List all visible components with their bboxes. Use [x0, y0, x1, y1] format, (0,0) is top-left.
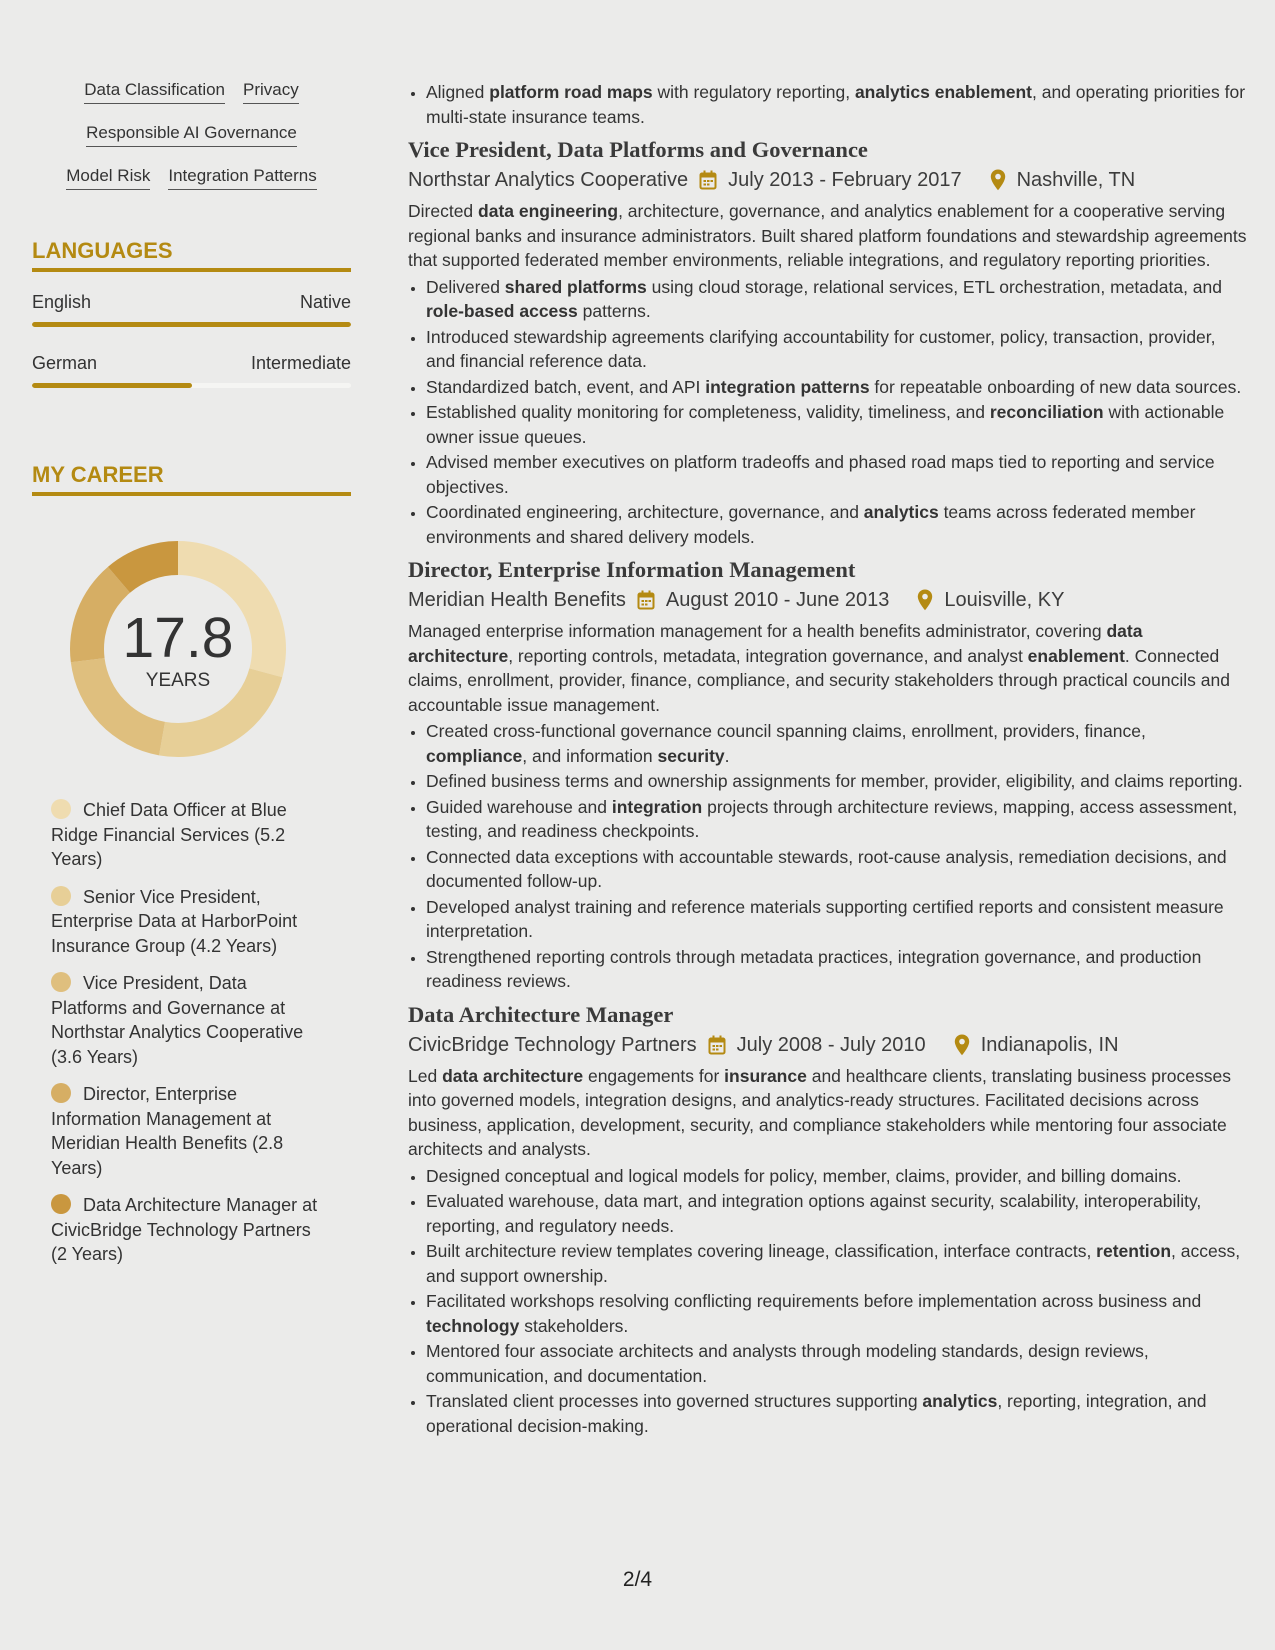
legend-item — [51, 1082, 326, 1180]
legend-dot — [51, 799, 71, 819]
map-pin-icon — [990, 169, 1006, 191]
bullet-item: • Defined business terms and ownership assignments for member, provider, eligibility, and claims reporting. — [426, 769, 1248, 794]
experience-section — [408, 80, 1248, 1439]
legend-dot — [51, 972, 71, 992]
company-name: Meridian Health Benefits — [408, 589, 626, 611]
skill-tag: Data Classification — [84, 80, 225, 104]
job-dates: July 2013 - February 2017 — [728, 169, 962, 191]
language-english — [32, 292, 351, 327]
legend-item — [51, 798, 326, 872]
bullet-item: • Delivered shared platforms using cloud storage, relational services, ETL orchestration, metadata, and role-based access patterns. — [426, 275, 1248, 324]
job-meta — [408, 585, 1248, 615]
bullet-item: • Created cross-functional governance council spanning claims, enrollment, providers, finance, compliance, and information security. — [426, 719, 1248, 768]
company-name: Northstar Analytics Cooperative — [408, 169, 689, 191]
career-legend — [51, 798, 326, 1267]
legend-label: Chief Data Officer at Blue Ridge Financial Services (5.2 Years) — [51, 800, 287, 869]
job-description: Managed enterprise information management for a health benefits administrator, covering data architecture, reporting controls, metadata, integration governance, and analyst enablement. Connected claims, enrollment, provider, finance, compliance, and security stakeholders through practical councils and accountable issue management. — [408, 621, 1230, 715]
bullet-item: • Coordinated engineering, architecture, governance, and analytics teams across federated member environments and shared delivery models. — [426, 500, 1248, 549]
job-location: Nashville, TN — [1016, 169, 1136, 191]
page-number: 2/4 — [622, 1568, 653, 1591]
map-pin-icon — [954, 1034, 970, 1056]
legend-item — [51, 1193, 326, 1267]
calendar-icon — [708, 1035, 726, 1055]
job-description: Led data architecture engagements for insurance and healthcare clients, translating business processes into governed models, integration designs, and analytics-ready structures. Facilitated decisions across business, application, development, security, and compliance stakeholders while mentoring four associate architects and analysts. — [408, 1065, 1231, 1159]
language-german — [32, 353, 351, 388]
skill-tag: Integration Patterns — [168, 166, 316, 190]
bullet-item: • Designed conceptual and logical models for policy, member, claims, provider, and billing domains. — [426, 1164, 1248, 1189]
job-meta — [408, 165, 1248, 195]
legend-label: Director, Enterprise Information Management at Meridian Health Benefits (2.8 Years) — [51, 1084, 284, 1178]
bullet-item: • Established quality monitoring for completeness, validity, timeliness, and reconciliation with actionable owner issue queues. — [426, 400, 1248, 449]
job-entry — [408, 1000, 1248, 1439]
job-meta — [408, 1030, 1248, 1060]
total-years-unit: YEARS — [145, 670, 211, 691]
bullet-item: • Facilitated workshops resolving conflicting requirements before implementation across business and technology stakeholders. — [426, 1289, 1248, 1338]
bullet-item: • Built architecture review templates covering lineage, classification, interface contracts, retention, access, and support ownership. — [426, 1239, 1248, 1288]
calendar-icon — [699, 170, 717, 190]
bullet-item: • Guided warehouse and integration projects through architecture reviews, mapping, access assessment, testing, and readiness checkpoints. — [426, 795, 1248, 844]
language-level-fill — [32, 322, 351, 327]
sidebar — [32, 80, 351, 1280]
donut-center — [63, 534, 293, 764]
bullet-item: • Mentored four associate architects and analysts through modeling standards, design reviews, communication, and documentation. — [426, 1339, 1248, 1388]
job-dates: August 2010 - June 2013 — [665, 589, 890, 611]
skill-tag: Responsible AI Governance — [86, 123, 297, 147]
tag-row — [32, 80, 351, 104]
tag-row — [32, 166, 351, 190]
legend-dot — [51, 886, 71, 906]
bullet-item: • Introduced stewardship agreements clarifying accountability for customer, policy, transaction, provider, and financial reference data. — [426, 325, 1248, 374]
language-name: German — [32, 353, 98, 373]
job-title: Data Architecture Manager — [408, 1001, 674, 1027]
company-name: CivicBridge Technology Partners — [408, 1033, 697, 1056]
legend-label: Senior Vice President, Enterprise Data at HarborPoint Insurance Group (4.2 Years) — [51, 886, 298, 956]
calendar-icon — [637, 590, 655, 610]
language-level-fill — [32, 383, 192, 388]
career-donut-chart — [63, 534, 293, 764]
bullet-item: • Connected data exceptions with accountable stewards, root-cause analysis, remediation decisions, and documented follow-up. — [426, 845, 1248, 894]
career-heading: MY CAREER — [32, 462, 351, 496]
bullet-item: • Evaluated warehouse, data mart, and integration options against security, scalability, interoperability, reporting, and regulatory needs. — [426, 1189, 1248, 1238]
map-pin-icon — [917, 589, 933, 611]
language-level-bar — [32, 322, 351, 327]
bullet-item: • Advised member executives on platform tradeoffs and phased road maps tied to reporting and service objectives. — [426, 450, 1248, 499]
language-level: Native — [299, 292, 351, 312]
bullet-item: • Translated client processes into governed structures supporting analytics, reporting, integration, and operational decision-making. — [426, 1389, 1248, 1438]
job-description: Directed data engineering, architecture, governance, and analytics enablement for a cooperative serving regional banks and insurance administrators. Built shared platform foundations and stewardship agreements that supported federated member environments, reliable integrations, and regulatory reporting priorities. — [408, 201, 1247, 270]
legend-label: Vice President, Data Platforms and Governance at Northstar Analytics Cooperative (3.6 Years) — [51, 973, 304, 1067]
job-location: Louisville, KY — [944, 589, 1065, 611]
legend-dot — [51, 1083, 71, 1103]
job-title: Director, Enterprise Information Management — [408, 557, 856, 582]
total-years-value: 17.8 — [122, 606, 234, 670]
legend-dot — [51, 1194, 71, 1214]
legend-item — [51, 971, 326, 1069]
job-entry — [408, 135, 1248, 549]
tag-row — [32, 123, 351, 147]
legend-item — [51, 885, 326, 959]
language-level: Intermediate — [250, 353, 351, 373]
job-entry — [408, 555, 1248, 994]
job-dates: July 2008 - July 2010 — [736, 1033, 926, 1056]
language-level-bar — [32, 383, 351, 388]
bullet-item: • Developed analyst training and reference materials supporting certified reports and consistent measure interpretation. — [426, 895, 1248, 944]
bullet-item: • Aligned platform road maps with regulatory reporting, analytics enablement, and operating priorities for multi-state insurance teams. — [426, 80, 1248, 129]
legend-label: Data Architecture Manager at CivicBridge Technology Partners (2 Years) — [51, 1195, 318, 1264]
languages-heading: LANGUAGES — [32, 238, 351, 272]
bullet-item: • Strengthened reporting controls through metadata practices, integration governance, and production readiness reviews. — [426, 945, 1248, 994]
job-location: Indianapolis, IN — [980, 1033, 1119, 1056]
skill-tag: Privacy — [243, 80, 299, 104]
skill-tags — [32, 80, 351, 190]
job-title: Vice President, Data Platforms and Governance — [408, 137, 868, 162]
language-name: English — [32, 292, 92, 312]
skill-tag: Model Risk — [66, 166, 150, 190]
bullet-item: • Standardized batch, event, and API integration patterns for repeatable onboarding of new data sources. — [426, 375, 1248, 400]
